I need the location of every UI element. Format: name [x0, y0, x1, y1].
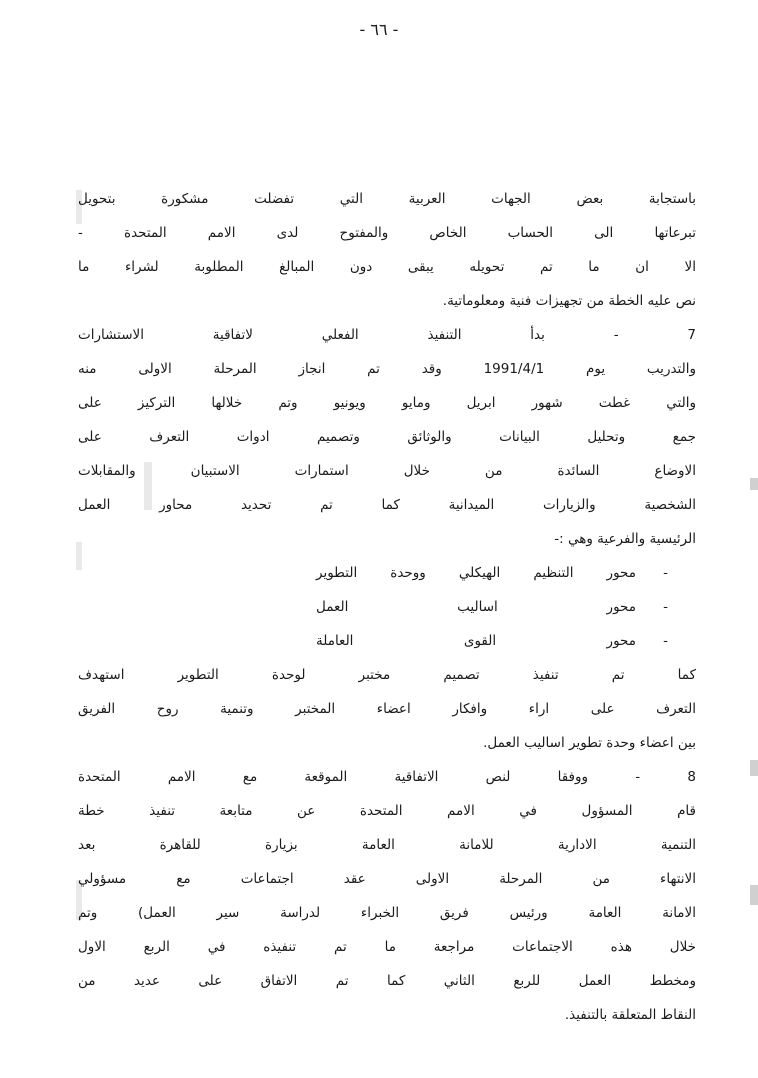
text-line: الامانة العامة ورئيس فريق الخبراء لدراسة سير العمل) وتم [78, 905, 696, 921]
text-line: التنمية الادارية للامانة العامة بزيارة للقاهرة بعد [78, 837, 696, 853]
page-number: - ٦٦ - [359, 20, 399, 39]
bullet-item [78, 590, 696, 624]
text-line: الاوضاع السائدة من خلال استمارات الاستبيان والمقابلات [78, 463, 696, 479]
text-line: تبرعاتها الى الحساب الخاص والمفتوح لدى الامم المتحدة - [78, 225, 696, 241]
bullet-dash: - [663, 633, 669, 649]
body-text [78, 182, 696, 1032]
bullet-text: محور القوى العاملة [316, 633, 636, 649]
scan-edge-mark [750, 478, 758, 490]
text-line: 8 - ووفقا لنص الاتفاقية الموقعة مع الامم المتحدة [78, 769, 696, 785]
text-line: باستجابة بعض الجهات العربية التي تفضلت مشكورة بتحويل [78, 191, 696, 207]
bullet-dash: - [663, 599, 669, 615]
text-line: الانتهاء من المرحلة الاولى عقد اجتماعات مع مسؤولي [78, 871, 696, 887]
bullet-text: محور التنظيم الهيكلي ووحدة التطوير [316, 565, 636, 581]
text-line: 7 - بدأ التنفيذ الفعلي لاتفاقية الاستشارات [78, 327, 696, 343]
text-line: ومخطط العمل للربع الثاني كما تم الاتفاق على عديد من [78, 973, 696, 989]
bullet-text: محور اساليب العمل [316, 599, 636, 615]
text-line: التعرف على اراء وافكار اعضاء المختبر وتنمية روح الفريق [78, 701, 696, 717]
text-line: كما تم تنفيذ تصميم مختبر لوحدة التطوير استهدف [78, 667, 696, 683]
text-line: النقاط المتعلقة بالتنفيذ. [564, 1007, 696, 1023]
text-line: خلال هذه الاجتماعات مراجعة ما تم تنفيذه في الربع الاول [78, 939, 696, 955]
text-line: قام المسؤول في الامم المتحدة عن متابعة تنفيذ خطة [78, 803, 696, 819]
text-line: والتي غطت شهور ابريل ومايو ويونيو وتم خلالها التركيز على [78, 395, 696, 411]
text-line: الشخصية والزيارات الميدانية كما تم تحديد محاور العمل [78, 497, 696, 513]
bullet-dash: - [663, 565, 669, 581]
text-line: بين اعضاء وحدة تطوير اساليب العمل. [483, 735, 696, 751]
text-line: والتدريب يوم 1991/4/1 وقد تم انجاز المرحلة الاولى منه [78, 361, 696, 377]
bullet-item [78, 624, 696, 658]
scan-edge-mark [750, 885, 758, 905]
bullet-item [78, 556, 696, 590]
scan-edge-mark [750, 760, 758, 776]
text-line: الرئيسية والفرعية وهي :- [554, 531, 696, 547]
text-line: الا ان ما تم تحويله يبقى دون المبالغ المطلوبة لشراء ما [78, 259, 696, 275]
text-line: نص عليه الخطة من تجهيزات فنية ومعلوماتية. [442, 293, 696, 309]
text-line: جمع وتحليل البيانات والوثائق وتصميم ادوات التعرف على [78, 429, 696, 445]
